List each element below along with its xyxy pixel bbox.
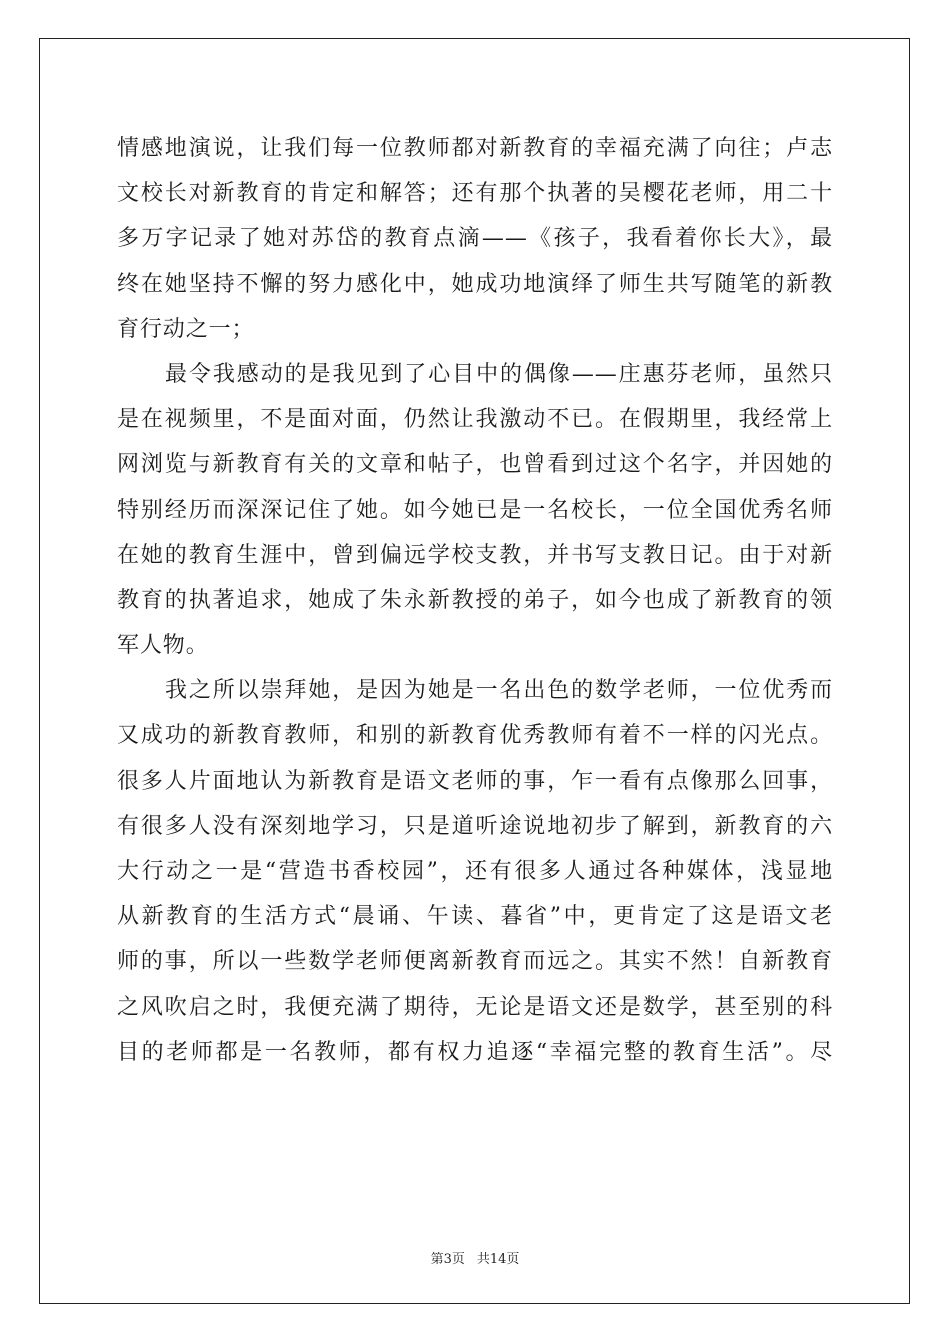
text-line: 教育的执著追求，她成了朱永新教授的弟子，如今也成了新教育的领 xyxy=(117,587,833,613)
text-line: 网浏览与新教育有关的文章和帖子，也曾看到过这个名字，并因她的 xyxy=(117,452,833,478)
text-line: 又成功的新教育教师，和别的新教育优秀教师有着不一样的闪光点。 xyxy=(117,723,833,749)
text-line: 之风吹启之时，我便充满了期待，无论是语文还是数学，甚至别的科 xyxy=(117,994,833,1020)
text-line: 大行动之一是“营造书香校园”，还有很多人通过各种媒体，浅显地 xyxy=(117,859,833,884)
text-line: 有很多人没有深刻地学习，只是道听途说地初步了解到，新教育的六 xyxy=(117,813,833,839)
text-line: 师的事，所以一些数学老师便离新教育而远之。其实不然！自新教育 xyxy=(117,949,833,975)
text-line: 育行动之一； xyxy=(117,316,255,342)
text-line: 是在视频里，不是面对面，仍然让我激动不已。在假期里，我经常上 xyxy=(117,407,833,433)
text-line: 多万字记录了她对苏岱的教育点滴——《孩子，我看着你长大》，最 xyxy=(117,226,833,252)
paragraph-first-line: 我之所以崇拜她，是因为她是一名出色的数学老师，一位优秀而 xyxy=(165,678,833,704)
page-number: 第3页 xyxy=(430,1252,465,1267)
text-line: 情感地演说，让我们每一位教师都对新教育的幸福充满了向往；卢志 xyxy=(117,136,833,161)
page-footer xyxy=(0,1248,950,1267)
paragraph-first-line: 最令我感动的是我见到了心目中的偶像——庄惠芬老师，虽然只 xyxy=(165,361,833,387)
text-line: 目的老师都是一名教师，都有权力追逐“幸福完整的教育生活”。尽 xyxy=(117,1039,833,1065)
document-body xyxy=(117,126,833,1075)
text-line: 军人物。 xyxy=(117,633,209,659)
text-line: 在她的教育生涯中，曾到偏远学校支教，并书写支教日记。由于对新 xyxy=(117,542,833,568)
text-line: 特别经历而深深记住了她。如今她已是一名校长，一位全国优秀名师 xyxy=(117,497,833,523)
text-line: 从新教育的生活方式“晨诵、午读、暮省”中，更肯定了这是语文老 xyxy=(117,904,833,930)
page-total: 共14页 xyxy=(476,1252,520,1267)
text-line: 文校长对新教育的肯定和解答；还有那个执著的吴樱花老师，用二十 xyxy=(117,181,833,207)
text-line: 很多人片面地认为新教育是语文老师的事，乍一看有点像那么回事， xyxy=(117,768,833,794)
text-line: 终在她坚持不懈的努力感化中，她成功地演绎了师生共写随笔的新教 xyxy=(117,271,833,297)
